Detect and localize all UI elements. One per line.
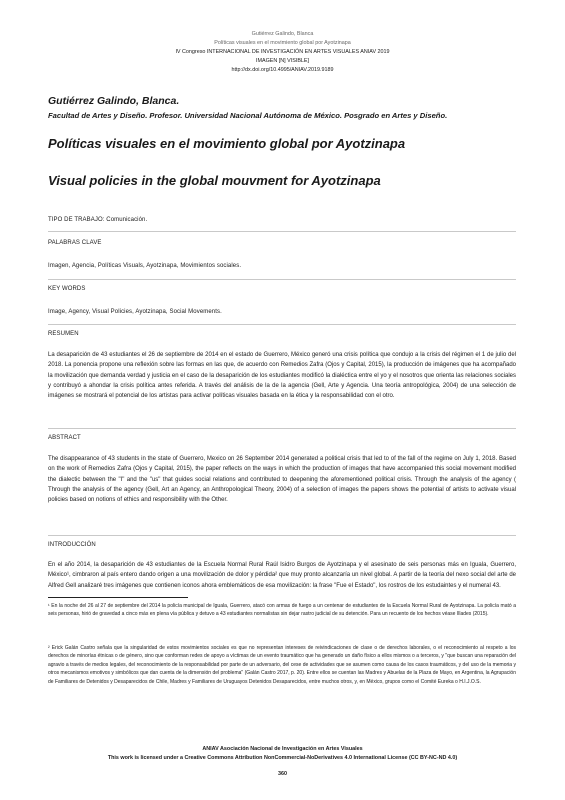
keywords-es: Imagen, Agencia, Políticas Visuals, Ayotzinapa, Movimientos sociales. <box>48 263 242 269</box>
author-affiliation: Facultad de Artes y Diseño. Profesor. Universidad Nacional Autónoma de México. Posgrado en Artes y Diseño. <box>48 111 448 120</box>
intro-text: En el año 2014, la desaparición de 43 estudiantes de la Escuela Normal Rural Raúl Isidro Burgos de Ayotzinapa y el asesinato de seis personas más en Iguala, Guerrero, México¹, cimbraron al país entero dando origen a una movilización de dolor y pérdida² que muy pronto alcanzaría un nivel global. A partir de la teoría del nexo social del arte de Alfred Gell analizaré tres imágenes que contienen iconos ahora emblemáticos de esa movilización: la frase "Fue el Estado", los rostros de los estudaintes y el numeral 43. <box>48 562 516 589</box>
page-number: 360 <box>278 771 287 777</box>
author-name: Gutiérrez Galindo, Blanca. <box>48 95 180 107</box>
running-header-series: IMAGEN [N] VISIBLE] <box>255 58 310 64</box>
footer-license[interactable]: This work is licensed under a Creative Commons Attribution NonCommercial-NoDerivatives 4.0 International License (CC BY-NC-ND 4.0) <box>107 755 458 761</box>
abstract-text: The disappearance of 43 students in the state of Guerrero, Mexico on 26 September 2014 generated a political crisis that led to of the fall of the regime on July 1, 2018. Based on the work of Remedios Zafra (Ojos y Capital, 2015), the paper reflects on the ways in which the production of images that have accompanied this social movement modified the dialectic between the "I" and the "us" that guides social relations and contributed to deepening the aforementioned political crisis. Through the analysis of the agency ( Through the analysis of the agency (Gell, Art an Agency, an Anthropological Theory, 2004) of a selection of images the papers shows the potential of artists to activate visual policies based on notions of ethics and responsibility with the Other. <box>48 456 516 504</box>
running-header-author: Gutiérrez Galindo, Blanca <box>251 31 314 37</box>
keywords-en-label: KEY WORDS <box>48 286 86 292</box>
running-header-title: Políticas visuales en el movimiento global por Ayotzinapa <box>214 40 351 46</box>
divider <box>48 324 516 325</box>
divider <box>48 428 516 429</box>
footer-org: ANIAV Asociación Nacional de Investigación en Artes Visuales <box>202 746 363 752</box>
running-header-doi[interactable]: http://dx.doi.org/10.4995/ANIAV.2019.9189 <box>231 67 334 73</box>
running-header-congress: IV Congreso INTERNACIONAL DE INVESTIGACIÓN EN ARTES VISUALES ANIAV 2019 <box>175 49 390 55</box>
keywords-en: Image, Agency, Visual Policies, Ayotzinapa, Social Movements. <box>48 309 222 315</box>
abstract-label: ABSTRACT <box>48 435 81 441</box>
work-type: TIPO DE TRABAJO: Comunicación. <box>48 217 148 223</box>
footnote-divider <box>48 597 188 598</box>
footnote-1: ¹ En la noche del 26 al 27 de septiembre del 2014 la policía municipal de Iguala, Guerrero, atacó con armas de fuego a un centenar de estudiantes de la Escuela Normal Rural de Ayotzinapa. La policía mató a seis personas, hirió de gravedad a cinco más en plena vía pública y detuvo a 43 estudiantes normalistas sin dejar rastro judicial de su detención. Para un recuento de los hechos véase Illades (2015). <box>48 603 516 618</box>
resumen-label: RESUMEN <box>48 331 79 337</box>
title-spanish: Políticas visuales en el movimiento global por Ayotzinapa <box>48 136 406 151</box>
divider <box>48 535 516 536</box>
divider <box>48 231 516 232</box>
title-english: Visual policies in the global mouvment for Ayotzinapa <box>48 173 381 188</box>
keywords-es-label: PALABRAS CLAVE <box>48 240 102 246</box>
intro-label: INTRODUCCIÓN <box>48 542 96 548</box>
divider <box>48 279 516 280</box>
footnote-2: ² Erick Galán Castro señala que la singularidad de estos movimientos sociales es que no representan intereses de reivindicaciones de clase o de derechos laborales, o el reconocimiento al respeto a los derechos de minorías étnicas o de género, sino que conforman redes de apoyo a víctimas de un evento traumático que ha generado un daño físico a ellos mismos o a terceros, y "que buscan una reparación del agravio a través de medios legales, del reconocimiento de la responsabilidad por parte de un adversario, del cese de actividades que se asumen como causa de los casos traumáticos, y del uso de la memoria y otros mecanismos emotivos y simbólicos que dan cuenta de la dimensión del problema" (Galán Castro 2017, p. 20). Entre ellos se cuentan las Madres y Abuelas de la Plaza de Mayo, en Argentina, la Agrupación de Familiares de Detenidos y Desaparecidos de Chile, Madres y Familiares de Uruguayos Detenidos Desaparecidos, entre muchos otros, y, en México, grupos como el Comité Eureka o H.I.J.O.S. <box>48 645 516 685</box>
resumen-text: La desaparición de 43 estudiantes el 26 de septiembre de 2014 en el estado de Guerrero, México generó una crisis política que condujo a la crisis del régimen el 1 de julio del 2018. La ponencia propone una reflexión sobre las formas en las que, de acuerdo con Remedios Zafra (Ojos y Capital, 2015), la producción de imágenes que ha acompañado la movilización que demanda verdad y justicia en el caso de la desaparición de los estudiantes modificó la dialéctica entre el yo y el nosotros que orienta las relaciones sociales y contribuyó a ahondar la crisis política antes referida. A través del análisis de la de la agencia (Gell, Arte y Agencia. Una teoría antropológica, 2004) de una selección de imágenes se mostrará el potencial de los artistas para activar políticas visuales basada en la ética y la responsabilidad con el otro. <box>48 352 516 400</box>
